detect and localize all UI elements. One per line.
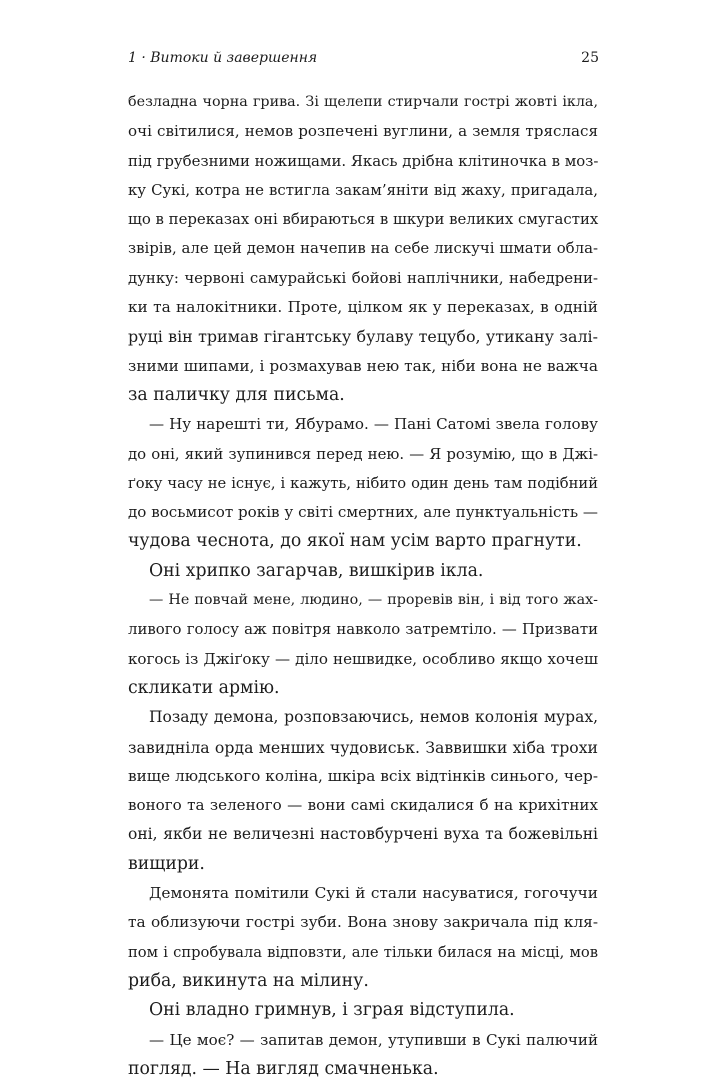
text-line: — Це моє? — запитав демон, утупивши в Сукі палючий <box>149 1030 598 1049</box>
page-number: 25 <box>581 50 599 66</box>
text-line: — Ну нарешті ти, Ябурамо. — Пані Сатомі звела голову <box>149 415 598 434</box>
text-line: та облизуючи гострі зуби. Вона знову закричала під кля- <box>128 913 598 932</box>
running-head <box>128 50 599 72</box>
text-line: чудова чеснота, до якої нам усім варто прагнути. <box>128 531 582 552</box>
text-line: за паличку для письма. <box>128 384 345 405</box>
text-line: ливого голосу аж повітря навколо затремтіло. — Призвати <box>128 620 598 639</box>
text-line: ку Сукі, котра не встигла закам’яніти від жаху, пригадала, <box>128 180 598 199</box>
text-line: ґоку часу не існує, і кажуть, нібито один день там подібний <box>128 474 598 492</box>
text-line: Оні владно гримнув, і зграя відступила. <box>149 1000 515 1021</box>
text-line: руці він тримав гігантську булаву тецубо, утикану залі- <box>128 327 598 347</box>
text-line: вище людського коліна, шкіра всіх відтінків синього, чер- <box>128 766 598 785</box>
text-line: пом і спробувала відповзти, але тільки билася на місці, мов <box>128 943 598 961</box>
text-line: Оні хрипко загарчав, вишкірив ікла. <box>149 560 484 581</box>
text-line: воного та зеленого — вони самі скидалися б на крихітних <box>128 796 598 815</box>
text-line: оні, якби не величезні настовбурчені вуха та божевільні <box>128 825 598 844</box>
text-line: Демонята помітили Сукі й стали насуватися, гогочучи <box>149 884 598 903</box>
text-line: звірів, але цей демон начепив на себе лискучі шмати обла- <box>128 239 598 258</box>
text-line: завиднілa орда менших чудовиськ. Заввишки хіба трохи <box>128 737 598 757</box>
chapter-title: 1 · Витоки й завершення <box>128 50 318 66</box>
text-line: до оні, який зупинився перед нею. — Я розумію, що в Джі- <box>128 444 598 463</box>
text-line: риба, викинута на мілину. <box>128 970 369 991</box>
text-line: очі світилися, немов розпечені вуглини, а земля тряслася <box>128 122 598 141</box>
text-line: зними шипами, і розмахував нею так, ніби вона не важча <box>128 356 598 375</box>
text-line: що в переказах оні вбираються в шкури великих смугастих <box>128 210 599 229</box>
text-line: до восьмисот років у світі смертних, але пунктуальність — <box>128 503 598 522</box>
text-line: ки та налокітники. Проте, цілком як у переказах, в одній <box>128 298 598 317</box>
body-text <box>128 88 598 1084</box>
text-line: вищири. <box>128 853 205 874</box>
text-line: погляд. — На вигляд смачненька. <box>128 1058 439 1079</box>
text-line: когось із Джіґоку — діло нешвидке, особливо якщо хочеш <box>128 649 598 668</box>
text-line: дунку: червоні самурайські бойові наплічники, набедрени- <box>128 268 598 287</box>
text-line: скликати армію. <box>128 677 280 698</box>
text-line: — Не повчай мене, людино, — проревів він, і від того жах- <box>149 592 598 609</box>
text-line: безладна чорна грива. Зі щелепи стирчали гострі жовті ікла, <box>128 94 598 110</box>
text-line: під грубезними ножищами. Якась дрібна клітиночка в моз- <box>128 151 599 170</box>
text-line: Позаду демона, розповзаючись, немов колонія мурах, <box>149 708 598 727</box>
